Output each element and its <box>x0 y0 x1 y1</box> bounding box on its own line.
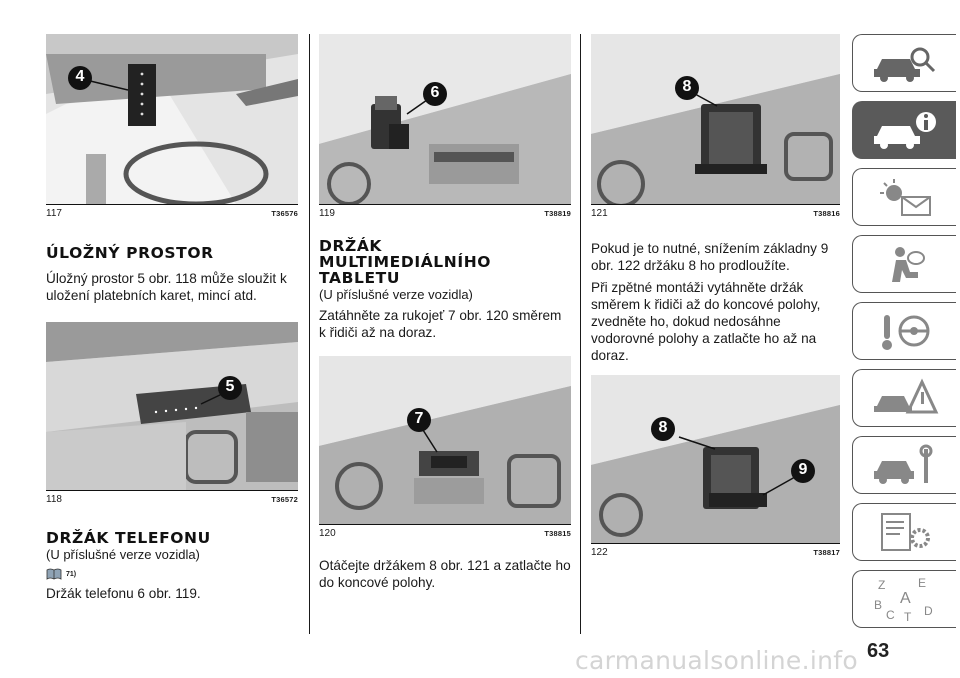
figure-code: T38819 <box>544 209 571 218</box>
callout-8: 8 <box>682 78 692 95</box>
column-divider <box>580 34 581 634</box>
figure-120-tablet-handle <box>319 356 571 525</box>
index-letter: T <box>903 610 911 623</box>
extend-holder-text: Pokud je to nutné, snížením základny 9 obr. 122 držáku 8 ho prodloužíte. <box>591 241 829 273</box>
airbag-seat-icon <box>870 242 940 286</box>
tab-car-search[interactable] <box>852 34 956 92</box>
index-letter: E <box>917 576 926 590</box>
figure-121-illustration <box>591 34 840 204</box>
figure-number: 119 <box>319 208 335 219</box>
figure-code: T36572 <box>271 495 298 504</box>
watermark: carmanualsonline.info <box>575 646 858 675</box>
storage-text: Úložný prostor 5 obr. 118 může sloužit k uložení platebních karet, mincí atd. <box>46 271 287 303</box>
column-divider <box>309 34 310 634</box>
figure-118-caption <box>46 494 298 508</box>
figure-121-caption <box>591 208 840 222</box>
figure-number: 122 <box>591 547 608 558</box>
callout-4: 4 <box>75 68 85 85</box>
tab-maintenance[interactable] <box>852 436 956 494</box>
safety-note-ref <box>46 567 298 581</box>
document-gear-icon <box>870 510 940 554</box>
car-wrench-icon <box>870 443 940 487</box>
figure-117-sun-visor <box>46 34 298 205</box>
heading-storage: ÚLOŽNÝ PROSTOR <box>46 244 214 262</box>
car-info-icon <box>870 108 940 152</box>
callout-6: 6 <box>430 84 440 101</box>
figure-117-illustration <box>46 34 298 204</box>
tab-starting-driving[interactable] <box>852 302 956 360</box>
index-letter: C <box>885 608 895 622</box>
column-2 <box>319 34 571 596</box>
figure-119-illustration <box>319 34 571 204</box>
info-book-icon <box>46 567 62 581</box>
tab-emergency[interactable] <box>852 369 956 427</box>
figure-118-storage <box>46 322 298 491</box>
figure-122-illustration <box>591 375 840 543</box>
page-number: 63 <box>867 640 890 662</box>
figure-121-tablet-holder <box>591 34 840 205</box>
figure-code: T38817 <box>813 548 840 557</box>
figure-122-holder-base <box>591 375 840 544</box>
column-1 <box>46 34 298 607</box>
column-3 <box>591 34 840 561</box>
key-steering-icon <box>870 309 940 353</box>
reinstall-holder-text: Při zpětné montáži vytáhněte držák směrem k řidiči až do koncové polohy, zvedněte ho, dokud nedosáhne vodorovné polohy a zatlačte ho až na doraz. <box>591 280 821 363</box>
heading-tablet-holder: DRŽÁK MULTIMEDIÁLNÍHO TABLETU <box>319 237 492 287</box>
figure-number: 120 <box>319 528 336 539</box>
figure-number: 118 <box>46 494 62 505</box>
figure-code: T38816 <box>813 209 840 218</box>
index-letter: B <box>873 598 882 612</box>
figure-117-caption <box>46 208 298 222</box>
rotate-holder-text: Otáčejte držákem 8 obr. 121 a zatlačte ho do koncové polohy. <box>319 558 571 590</box>
index-letters-icon <box>870 575 940 623</box>
index-letter: Z <box>877 578 885 592</box>
index-letter: D <box>923 604 933 618</box>
callout-8: 8 <box>658 419 668 436</box>
phone-text: Držák telefonu 6 obr. 119. <box>46 586 201 601</box>
car-search-icon <box>870 41 940 85</box>
note-reference: 71) <box>66 570 77 578</box>
warning-triangle-car-icon <box>870 376 940 420</box>
callout-5: 5 <box>225 378 235 395</box>
tab-index[interactable] <box>852 570 956 628</box>
tab-safety[interactable] <box>852 235 956 293</box>
figure-number: 121 <box>591 208 608 219</box>
tablet-text: Zatáhněte za rukojeť 7 obr. 120 směrem k řidiči až na doraz. <box>319 308 562 340</box>
figure-119-phone-holder <box>319 34 571 205</box>
tab-lights-messages[interactable] <box>852 168 956 226</box>
heading-phone-holder: DRŽÁK TELEFONU <box>46 529 211 547</box>
callout-7: 7 <box>414 410 424 427</box>
figure-120-caption <box>319 528 571 542</box>
figure-119-caption <box>319 208 571 222</box>
figure-code: T36576 <box>271 209 298 218</box>
figure-118-illustration <box>46 322 298 490</box>
figure-120-illustration <box>319 356 571 524</box>
callout-9: 9 <box>798 461 808 478</box>
tab-technical-data[interactable] <box>852 503 956 561</box>
figure-number: 117 <box>46 208 62 219</box>
figure-122-caption <box>591 547 840 561</box>
figure-code: T38815 <box>544 529 571 538</box>
index-letter: A <box>899 590 911 607</box>
lights-message-icon <box>870 175 940 219</box>
chapter-tabs <box>852 34 960 637</box>
tablet-version-note: (U příslušné verze vozidla) <box>319 287 473 302</box>
tab-car-info[interactable] <box>852 101 956 159</box>
phone-version-note: (U příslušné verze vozidla) <box>46 547 200 562</box>
